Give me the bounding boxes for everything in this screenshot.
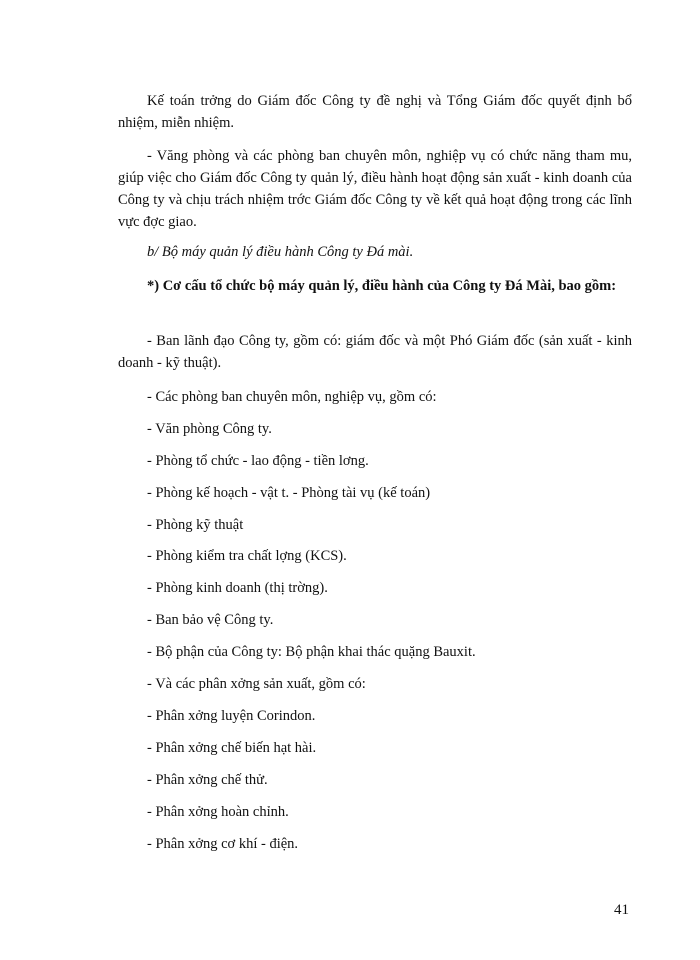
list-item: - Ban bảo vệ Công ty.	[147, 612, 274, 628]
list-item: - Phòng tổ chức - lao động - tiền lơng.	[147, 453, 369, 469]
page-number: 41	[614, 902, 629, 918]
list-item: - Phân xởng chế biến hạt hài.	[147, 740, 317, 756]
paragraph-office-departments: - Văng phòng và các phòng ban chuyên môn, nghiệp vụ có chức năng tham mu, giúp việc cho Giám đốc Công ty quản lý, điều hành hoạt động sản xuất - kinh doanh của Công ty và chịu trách nhiệm trớc Giám đốc Công ty về kết quả hoạt động trong các lĩnh vực đợc giao.	[118, 148, 632, 230]
paragraph-chief-accountant: Kế toán trởng do Giám đốc Công ty đề nghị và Tổng Giám đốc quyết định bổ nhiệm, miễn nhiệm.	[118, 93, 632, 131]
list-item: - Các phòng ban chuyên môn, nghiệp vụ, gồm có:	[147, 389, 437, 405]
section-heading: b/ Bộ máy quản lý điều hành Công ty Đá mài.	[147, 244, 414, 260]
structure-heading: *) Cơ cấu tổ chức bộ máy quản lý, điều hành của Công ty Đá Mài, bao gồm:	[147, 278, 617, 294]
list-item: - Phân xởng chế thử.	[147, 772, 268, 788]
list-item: - Phòng kiểm tra chất lợng (KCS).	[147, 548, 347, 564]
list-item: - Phòng kế hoạch - vật t. - Phòng tài vụ (kế toán)	[147, 485, 431, 501]
list-item: - Phòng kỹ thuật	[147, 517, 244, 533]
list-item: - Bộ phận của Công ty: Bộ phận khai thác quặng Bauxit.	[147, 644, 476, 660]
list-item: - Phân xởng luyện Corindon.	[147, 708, 316, 724]
list-item: - Văn phòng Công ty.	[147, 421, 272, 437]
paragraph-leadership: - Ban lãnh đạo Công ty, gồm có: giám đốc và một Phó Giám đốc (sản xuất - kinh doanh - kỹ thuật).	[118, 333, 632, 371]
list-item: - Phòng kinh doanh (thị trờng).	[147, 580, 328, 596]
list-item: - Phân xởng hoàn chỉnh.	[147, 804, 289, 820]
list-item: - Phân xởng cơ khí - điện.	[147, 836, 299, 852]
list-item: - Và các phân xởng sản xuất, gồm có:	[147, 676, 366, 692]
